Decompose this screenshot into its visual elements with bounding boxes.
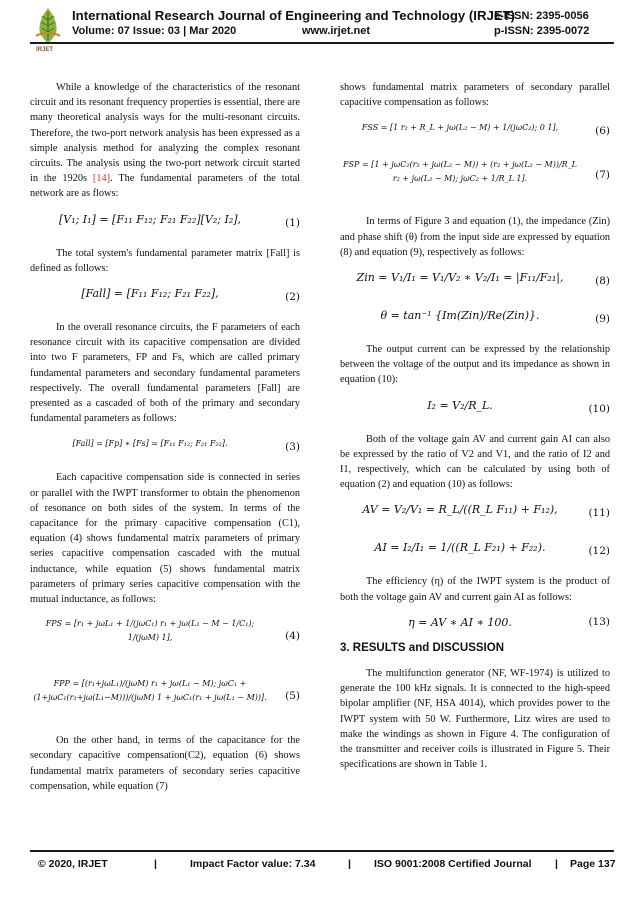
equation-13: η = AV ∗ AI ∗ 100. (13) — [408, 615, 610, 629]
footer-divider — [30, 850, 614, 852]
equation-9: θ = tan⁻¹ {Im(Zin)/Re(Zin)}. (9) — [380, 309, 610, 326]
section-heading: 3. RESULTS and DISCUSSION — [340, 641, 505, 654]
paragraph: The multifunction generator (NF, WF-1974) is utilized to generate the 100 kHz signals. It is connected to the high-speed bipolar amplifier (NF, HSA 4014), which provides power to the IWPT system with 50 W. Furthermore, Litz wires are used to make the windings as shown in Figure 4. The configuration of the transmitter and receiver coils is illustrated in Figure 5. Their specifications are shown in Table 1. — [340, 668, 610, 771]
p-issn: p-ISSN: 2395-0072 — [494, 25, 590, 37]
paragraph: In the overall resonance circuits, the F parameters of each resonance circuit with its capacitive compensation are divided into two F parameters, FP and Fs, which are called primary fundamental parameters and secondary fundamental parameters respectively. The overall fundamental parameters [Fall] are presented as a cascaded of both of the primary and secondary fundamental parameters as follows: — [30, 322, 300, 425]
paragraph: The efficiency (η) of the IWPT system is the product of both the voltage gain AV and current gain AI as follows: — [340, 576, 610, 603]
footer-separator: | — [555, 858, 558, 870]
equation-12: AI = I₂/I₁ = 1/((R_L F₂₁) + F₂₂). (12) — [374, 541, 610, 558]
equation-3: [Fall] = [Fp] ∗ [Fs] = [F₁₁ F₁₂; F₂₁ F₂₂]. (3) — [72, 439, 300, 454]
paragraph: In terms of Figure 3 and equation (1), the impedance (Zin) and phase shift (θ) from the input side are expressed by equation (8) and equation (9), respectively as follows: — [340, 216, 610, 258]
paragraph: Both of the voltage gain AV and current gain AI can also be expressed by the ratio of V2 and V1, and the ratio of I2 and I1, respectively, which can be calculated by using both of equation (2) and equation (10) as follows: — [340, 433, 610, 491]
equation-11: AV = V₂/V₁ = R_L/((R_L F₁₁) + F₁₂), (11) — [362, 503, 610, 520]
e-issn: e-ISSN: 2395-0056 — [494, 10, 589, 22]
logo-caption: IRJET — [36, 47, 54, 53]
citation-link[interactable]: [14] — [92, 173, 111, 185]
equation-5: FPP = [(r₁+jωL₁)/(jωM) r₁ + jω(L₁ − M); jωC₁ + (1+jωC₁(r₁+jω(L₁−M)))/(jωM) 1 + jωC₁(r₁ + jω(L₁ − M))]. (5) — [33, 679, 300, 703]
equation-7: FSP = [1 + jωC₂(r₂ + jω(L₂ − M)) + (r₂ + jω(L₂ − M))/R_L r₂ + jω(L₂ − M); jωC₂ + 1/R_L 1]. (7) — [343, 160, 610, 184]
irjet-logo-icon — [32, 6, 64, 46]
equation-8: Zin = V₁/I₁ = V₁/V₂ ∗ V₂/I₁ = |F₁₁/F₂₁|, (8) — [356, 271, 610, 288]
paragraph: While a knowledge of the characteristics of the resonant circuit and its resonant frequency properties is essential, there are many theoretical analysis ways for the multi-resonant circuits. Therefore, the two-port network analysis has been expressed as a simple analysis method for analyzing the complex resonant circuits. The analysis using the two-port network circuit started in the 1920s [14]. The fundamental parameters of the total network are as flows: — [30, 82, 300, 200]
footer-separator: | — [348, 858, 351, 870]
equation-6: FSS = [1 r₂ + R_L + jω(L₂ − M) + 1/(jωC₂); 0 1], (6) — [361, 123, 610, 138]
footer-separator: | — [154, 858, 157, 870]
journal-website[interactable]: www.irjet.net — [302, 25, 371, 37]
journal-title: International Research Journal of Engineering and Technology (IRJET) — [72, 8, 516, 23]
paragraph: Each capacitive compensation side is connected in series or parallel with the IWPT transformer to obtain the phenomenon of resonance on both sides of the system. In terms of the capacitance for the primary capacitive compensation (C1), equation (4) shows fundamental matrix parameters of primary series capacitive compensation cascaded with the mutual inductance, while equation (5) shows fundamental matrix parameters of primary series capacitive compensation with the mutual inductance, as follows: — [30, 472, 300, 606]
left-column — [30, 80, 300, 800]
impact-factor: Impact Factor value: 7.34 — [190, 858, 316, 870]
page-number: Page 137 — [570, 858, 616, 870]
equation-1: [V₁; I₁] = [F₁₁ F₁₂; F₂₁ F₂₂][V₂; I₂], (1) — [58, 212, 300, 229]
journal-header — [0, 0, 638, 62]
copyright: © 2020, IRJET — [38, 858, 108, 870]
header-divider — [30, 42, 614, 44]
right-column — [340, 80, 610, 778]
equation-10: I₂ = V₂/R_L. (10) — [427, 398, 610, 415]
iso-certification: ISO 9001:2008 Certified Journal — [374, 858, 532, 870]
equation-2: [Fall] = [F₁₁ F₁₂; F₂₁ F₂₂], (2) — [81, 287, 300, 304]
paragraph: On the other hand, in terms of the capacitance for the secondary capacitive compensation(C2), equation (6) shows fundamental matrix parameters of secondary series capacitive compensation, while equation (7) — [30, 735, 300, 792]
paragraph: The output current can be expressed by the relationship between the voltage of the output and its impedance as shown in equation (10): — [340, 344, 610, 386]
paragraph: shows fundamental matrix parameters of secondary parallel capacitive compensation as follows: — [340, 82, 610, 109]
volume-line: Volume: 07 Issue: 03 | Mar 2020 — [72, 25, 237, 37]
paragraph: The total system's fundamental parameter matrix [Fall] is defined as follows: — [30, 247, 300, 274]
equation-4: FPS = [r₁ + jωL₁ + 1/(jωC₁) r₁ + jω(L₁ − M − 1/C₁); 1/(jωM) 1], (4) — [45, 619, 300, 643]
